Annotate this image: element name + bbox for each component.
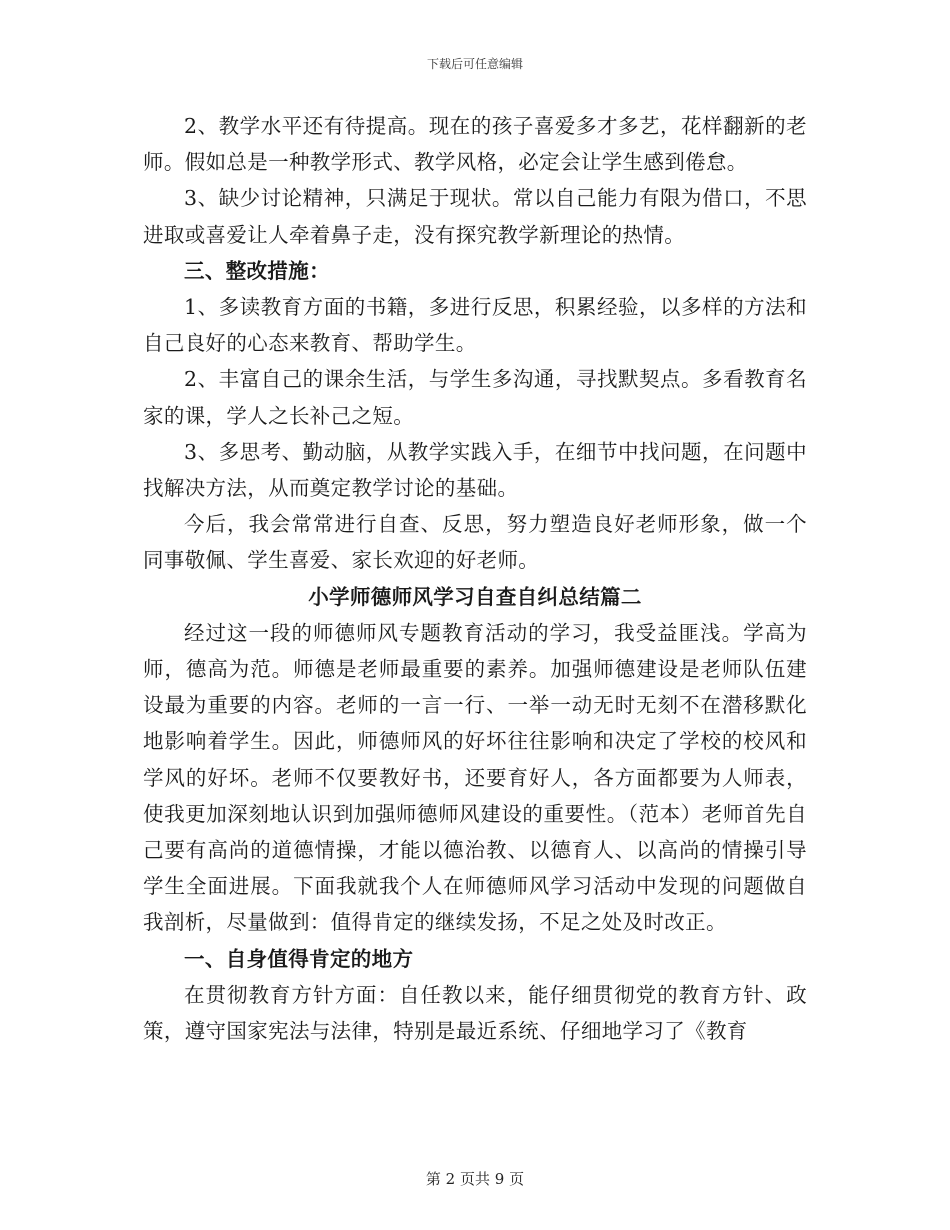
section-heading-measures: 三、整改措施： — [184, 258, 330, 283]
paragraph-education-policy: 在贯彻教育方针方面：自任教以来，能仔细贯彻党的教育方针、政策，遵守国家宪法与法律，特别是最近系统、仔细地学习了《教育 — [143, 982, 807, 1044]
page-number: 第 2 页共 9 页 — [425, 1170, 525, 1188]
paragraph-teaching-level: 2、教学水平还有待提高。现在的孩子喜爱多才多艺，花样翻新的老师。假如总是一种教学形式、教学风格，必定会让学生感到倦怠。 — [143, 114, 807, 175]
paragraph-conclusion: 今后，我会常常进行自查、反思，努力塑造良好老师形象，做一个同事敬佩、学生喜爱、家长欢迎的好老师。 — [143, 512, 807, 573]
paragraph-lack-discussion: 3、缺少讨论精神，只满足于现状。常以自己能力有限为借口，不思进取或喜爱让人牵着鼻子走，没有探究教学新理论的热情。 — [143, 186, 807, 247]
document-body — [143, 108, 807, 1049]
section-heading-strengths: 一、自身值得肯定的地方 — [184, 946, 414, 971]
paragraph-measure-3: 3、多思考、勤动脑，从教学实践入手，在细节中找问题，在问题中找解决方法，从而奠定教学讨论的基础。 — [143, 439, 807, 501]
page-header: 下载后可任意编辑 — [426, 57, 523, 71]
article-title: 小学师德师风学习自查自纠总结篇二 — [308, 584, 642, 609]
paragraph-measure-2: 2、丰富自己的课余生活，与学生多沟通，寻找默契点。多看教育名家的课，学人之长补己之短。 — [143, 367, 807, 428]
paragraph-intro: 经过这一段的师德师风专题教育活动的学习，我受益匪浅。学高为师，德高为范。师德是老师最重要的素养。加强师德建设是老师队伍建设最为重要的内容。老师的一言一行、一举一动无时无刻不在潜移默化地影响着学生。因此，师德师风的好坏往往影响和决定了学校的校风和学风的好坏。老师不仅要教好书，还要育好人，各方面都要为人师表，使我更加深刻地认识到加强师德师风建设的重要性。（范本）老师首先自己要有高尚的道德情操，才能以德治教、以德育人、以高尚的情操引导学生全面进展。下面我就我个人在师德师风学习活动中发现的问题做自我剖析，尽量做到：值得肯定的继续发扬，不足之处及时改正。 — [143, 620, 807, 935]
paragraph-measure-1: 1、多读教育方面的书籍，多进行反思，积累经验，以多样的方法和自己良好的心态来教育、帮助学生。 — [143, 295, 807, 356]
